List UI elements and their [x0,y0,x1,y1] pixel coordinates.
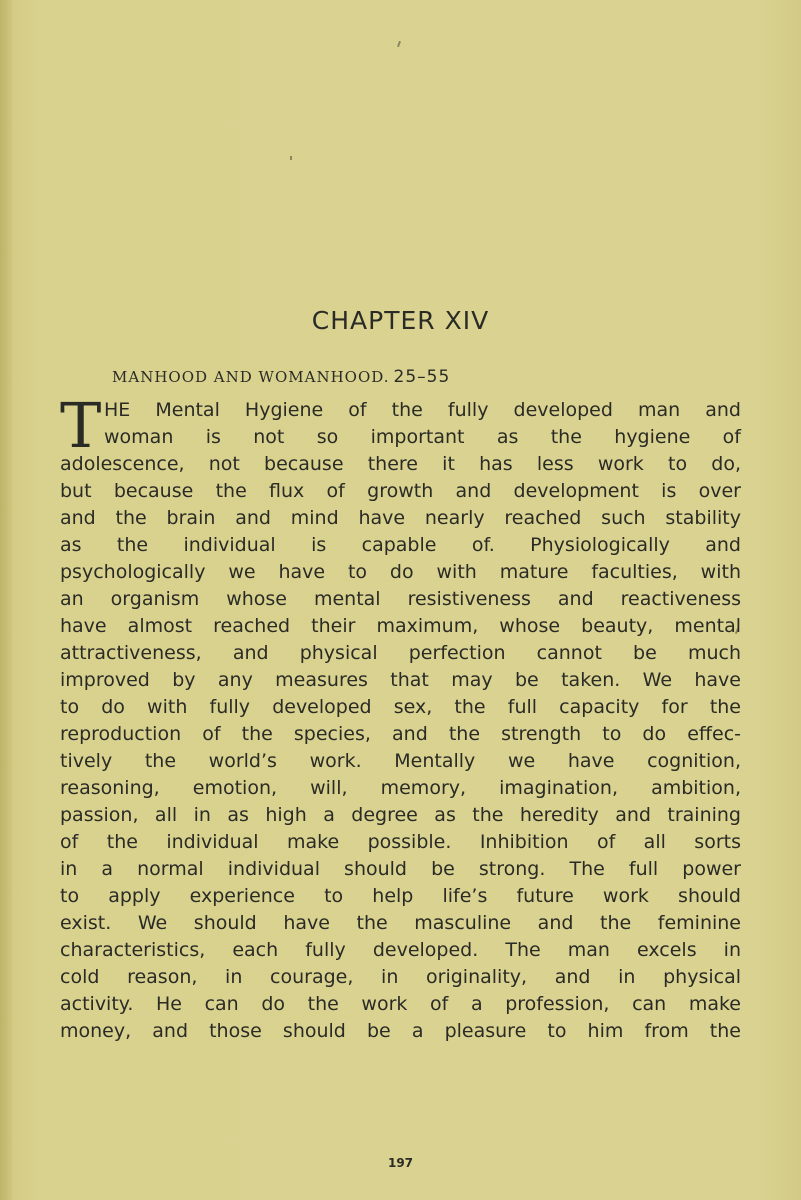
drop-cap: T [60,389,102,462]
paragraph-line: passion, all in as high a degree as the heredity and training [60,804,741,826]
ink-speck [397,41,401,47]
paragraph-line: have almost reached their maximum, whose beauty, mental [60,615,741,637]
ink-speck [290,156,292,160]
paragraph-line: money, and those should be a pleasure to him from the [60,1020,741,1042]
paragraph-line: to apply experience to help life’s future work should [60,885,741,907]
paragraph-line: tively the world’s work. Mentally we have cognition, [60,750,741,772]
paragraph-line: improved by any measures that may be taken. We have [60,669,741,691]
paragraph-line: psychologically we have to do with mature faculties, with [60,561,741,583]
paragraph-line: and the brain and mind have nearly reached such stability [60,507,741,529]
section-heading-text: MANHOOD AND WOMANHOOD. [112,368,390,386]
paragraph-line: as the individual is capable of. Physiologically and [60,534,741,556]
paragraph-line: adolescence, not because there it has less work to do, [60,453,741,475]
paragraph-line: reproduction of the species, and the strength to do effec- [60,723,741,745]
paragraph-line: an organism whose mental resistiveness and reactiveness [60,588,741,610]
paragraph-line: exist. We should have the masculine and the feminine [60,912,741,934]
paragraph-line: attractiveness, and physical perfection cannot be much [60,642,741,664]
page-range: 25–55 [393,367,451,387]
paragraph-line: cold reason, in courage, in originality, and in physical [60,966,741,988]
page-number: 197 [387,1156,414,1170]
paragraph-line: woman is not so important as the hygiene of [104,426,741,448]
paragraph-line: to do with fully developed sex, the full capacity for the [60,696,741,718]
paragraph-line: but because the flux of growth and development is over [60,480,741,502]
chapter-title: CHAPTER XIV [311,306,490,335]
paragraph-line: characteristics, each fully developed. The man excels in [60,939,741,961]
paragraph-line: activity. He can do the work of a profession, can make [60,993,741,1015]
paragraph-line: in a normal individual should be strong. The full power [60,858,741,880]
section-heading [112,367,450,387]
page-binding-edge [0,0,12,1200]
paragraph-line: of the individual make possible. Inhibition of all sorts [60,831,741,853]
paragraph-line: HE Mental Hygiene of the fully developed man and [104,399,741,421]
paragraph-line: reasoning, emotion, will, memory, imagination, ambition, [60,777,741,799]
